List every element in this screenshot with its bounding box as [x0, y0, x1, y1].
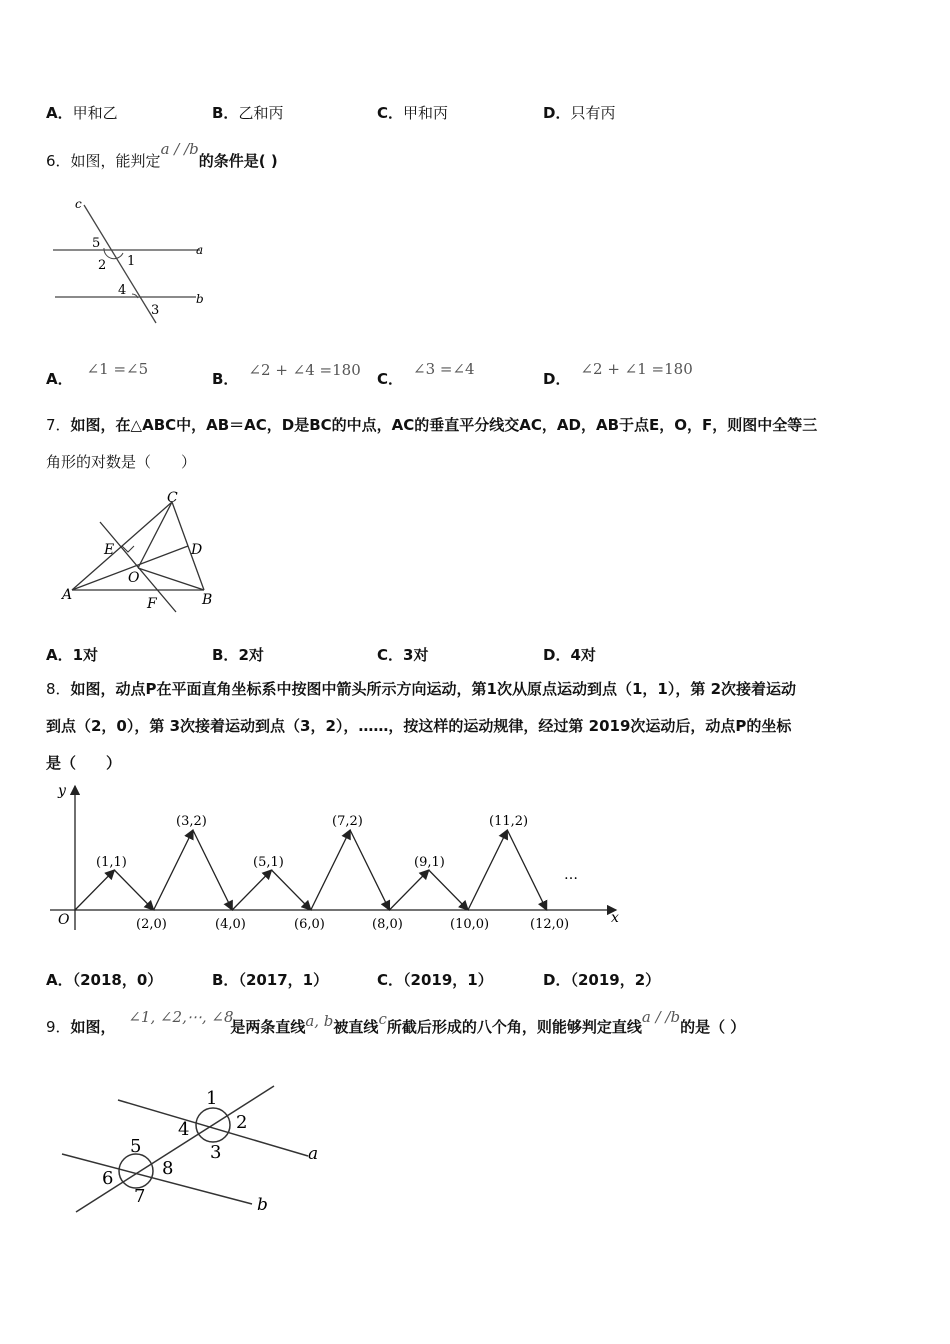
- q8-stem-line2: 到点（2，0），第 3次接着运动到点（3，2），……，按这样的运动规律，经过第 2019次运动后，动点P的坐标: [46, 717, 792, 735]
- fig8-ax-2-0: (2,0): [136, 917, 167, 932]
- fig8-pt-7-2: (7,2): [332, 814, 363, 829]
- q8-option-a: A．（2018，0）: [46, 971, 163, 989]
- fig8-segment: [154, 830, 193, 910]
- fig8-axis-y: y: [58, 783, 66, 799]
- q7-figure: [58, 488, 223, 618]
- fig7-label-a: A: [62, 587, 73, 603]
- q6-stem: 6．如图，能判定a / /b的条件是( ): [46, 140, 278, 170]
- fig8-segment: [193, 830, 232, 910]
- fig8-segment: [232, 870, 271, 910]
- fig7-label-f: F: [147, 596, 157, 612]
- q7-option-d: D．4对: [543, 646, 596, 664]
- fig7-label-e: E: [104, 542, 115, 558]
- q6-option-d: D．∠2 + ∠1 =180: [543, 360, 693, 388]
- fig8-pt-5-1: (5,1): [253, 855, 284, 870]
- fig9-label-4: 4: [178, 1119, 190, 1140]
- q8-stem-line3: 是（ ）: [46, 754, 122, 772]
- fig8-ellipsis: …: [564, 867, 578, 883]
- q7-option-b: B．2对: [212, 646, 264, 664]
- fig9-label-8: 8: [162, 1158, 174, 1179]
- fig9-label-5: 5: [130, 1136, 142, 1157]
- fig9-label-3: 3: [210, 1142, 222, 1163]
- fig6-label-a: a: [196, 243, 204, 257]
- q8-figure: [48, 780, 628, 940]
- fig8-ax-4-0: (4,0): [215, 917, 246, 932]
- fig9-label-b: b: [257, 1195, 268, 1215]
- fig8-segment: [429, 870, 468, 910]
- fig9-label-6: 6: [102, 1168, 114, 1189]
- fig8-origin: O: [58, 912, 70, 928]
- fig8-ax-12-0: (12,0): [530, 917, 570, 932]
- fig8-segment: [114, 870, 153, 910]
- q6-figure: [50, 190, 220, 330]
- fig7-label-b: B: [202, 592, 213, 608]
- fig8-pt-9-1: (9,1): [414, 855, 445, 870]
- q7-option-c: C．3对: [377, 646, 429, 664]
- q9-stem: 9．如图， ∠1, ∠2,⋯, ∠8 是两条直线a, b被直线c所截后形成的八个角，则能够判定直线a / /b的是（ ）: [46, 1008, 746, 1036]
- q8-option-c: C．（2019，1）: [377, 971, 493, 989]
- fig7-label-o: O: [128, 570, 140, 586]
- fig8-pt-11-2: (11,2): [489, 814, 529, 829]
- q7-stem-line2: 角形的对数是（ ）: [46, 453, 197, 471]
- fig8-segment: [389, 870, 428, 910]
- q7-option-a: A．1对: [46, 646, 99, 664]
- fig6-label-3: 3: [151, 303, 160, 318]
- fig9-label-a: a: [308, 1144, 319, 1164]
- fig8-ax-10-0: (10,0): [450, 917, 490, 932]
- fig8-segment: [507, 830, 546, 910]
- fig8-segment: [468, 830, 507, 910]
- q5-option-c: C．甲和丙: [377, 104, 449, 122]
- fig6-label-2: 2: [98, 258, 107, 273]
- q8-stem-line1: 8．如图，动点P在平面直角坐标系中按图中箭头所示方向运动，第1次从原点运动到点（1，1），第 2次接着运动: [46, 680, 797, 698]
- q8-option-b: B．（2017，1）: [212, 971, 329, 989]
- fig8-pt-1-1: (1,1): [96, 855, 127, 870]
- q6-option-b: B． ∠2 + ∠4 =180: [212, 361, 361, 388]
- fig7-label-d: D: [191, 542, 203, 558]
- fig8-segment: [311, 830, 350, 910]
- q9-figure: [56, 1078, 336, 1223]
- fig8-ax-8-0: (8,0): [372, 917, 403, 932]
- q6-option-c: C．∠3 =∠4: [377, 360, 475, 388]
- fig8-ax-6-0: (6,0): [294, 917, 325, 932]
- q6-option-a: A．∠1 =∠5: [46, 360, 149, 388]
- q5-option-d: D．只有丙: [543, 104, 616, 122]
- fig8-segment: [350, 830, 389, 910]
- fig8-segment: [272, 870, 311, 910]
- fig7-label-c: C: [167, 490, 178, 506]
- q5-option-a: A．甲和乙: [46, 104, 118, 122]
- q8-option-d: D．（2019，2）: [543, 971, 661, 989]
- fig6-label-1: 1: [127, 254, 136, 269]
- fig8-segment: [75, 870, 114, 910]
- fig9-label-7: 7: [134, 1186, 146, 1207]
- fig8-pt-3-2: (3,2): [176, 814, 207, 829]
- q7-stem-line1: 7．如图，在△ABC中，AB＝AC，D是BC的中点，AC的垂直平分线交AC，AD，AB于点E，O，F，则图中全等三: [46, 416, 818, 434]
- fig6-label-5: 5: [92, 236, 101, 251]
- fig9-label-2: 2: [236, 1112, 248, 1133]
- fig6-label-4: 4: [118, 283, 127, 298]
- fig8-axis-x: x: [611, 910, 619, 926]
- fig9-label-1: 1: [206, 1088, 218, 1109]
- fig8-path: [75, 830, 547, 910]
- q5-option-b: B．乙和丙: [212, 104, 284, 122]
- fig6-label-c: c: [75, 197, 82, 211]
- fig6-label-b: b: [196, 292, 204, 306]
